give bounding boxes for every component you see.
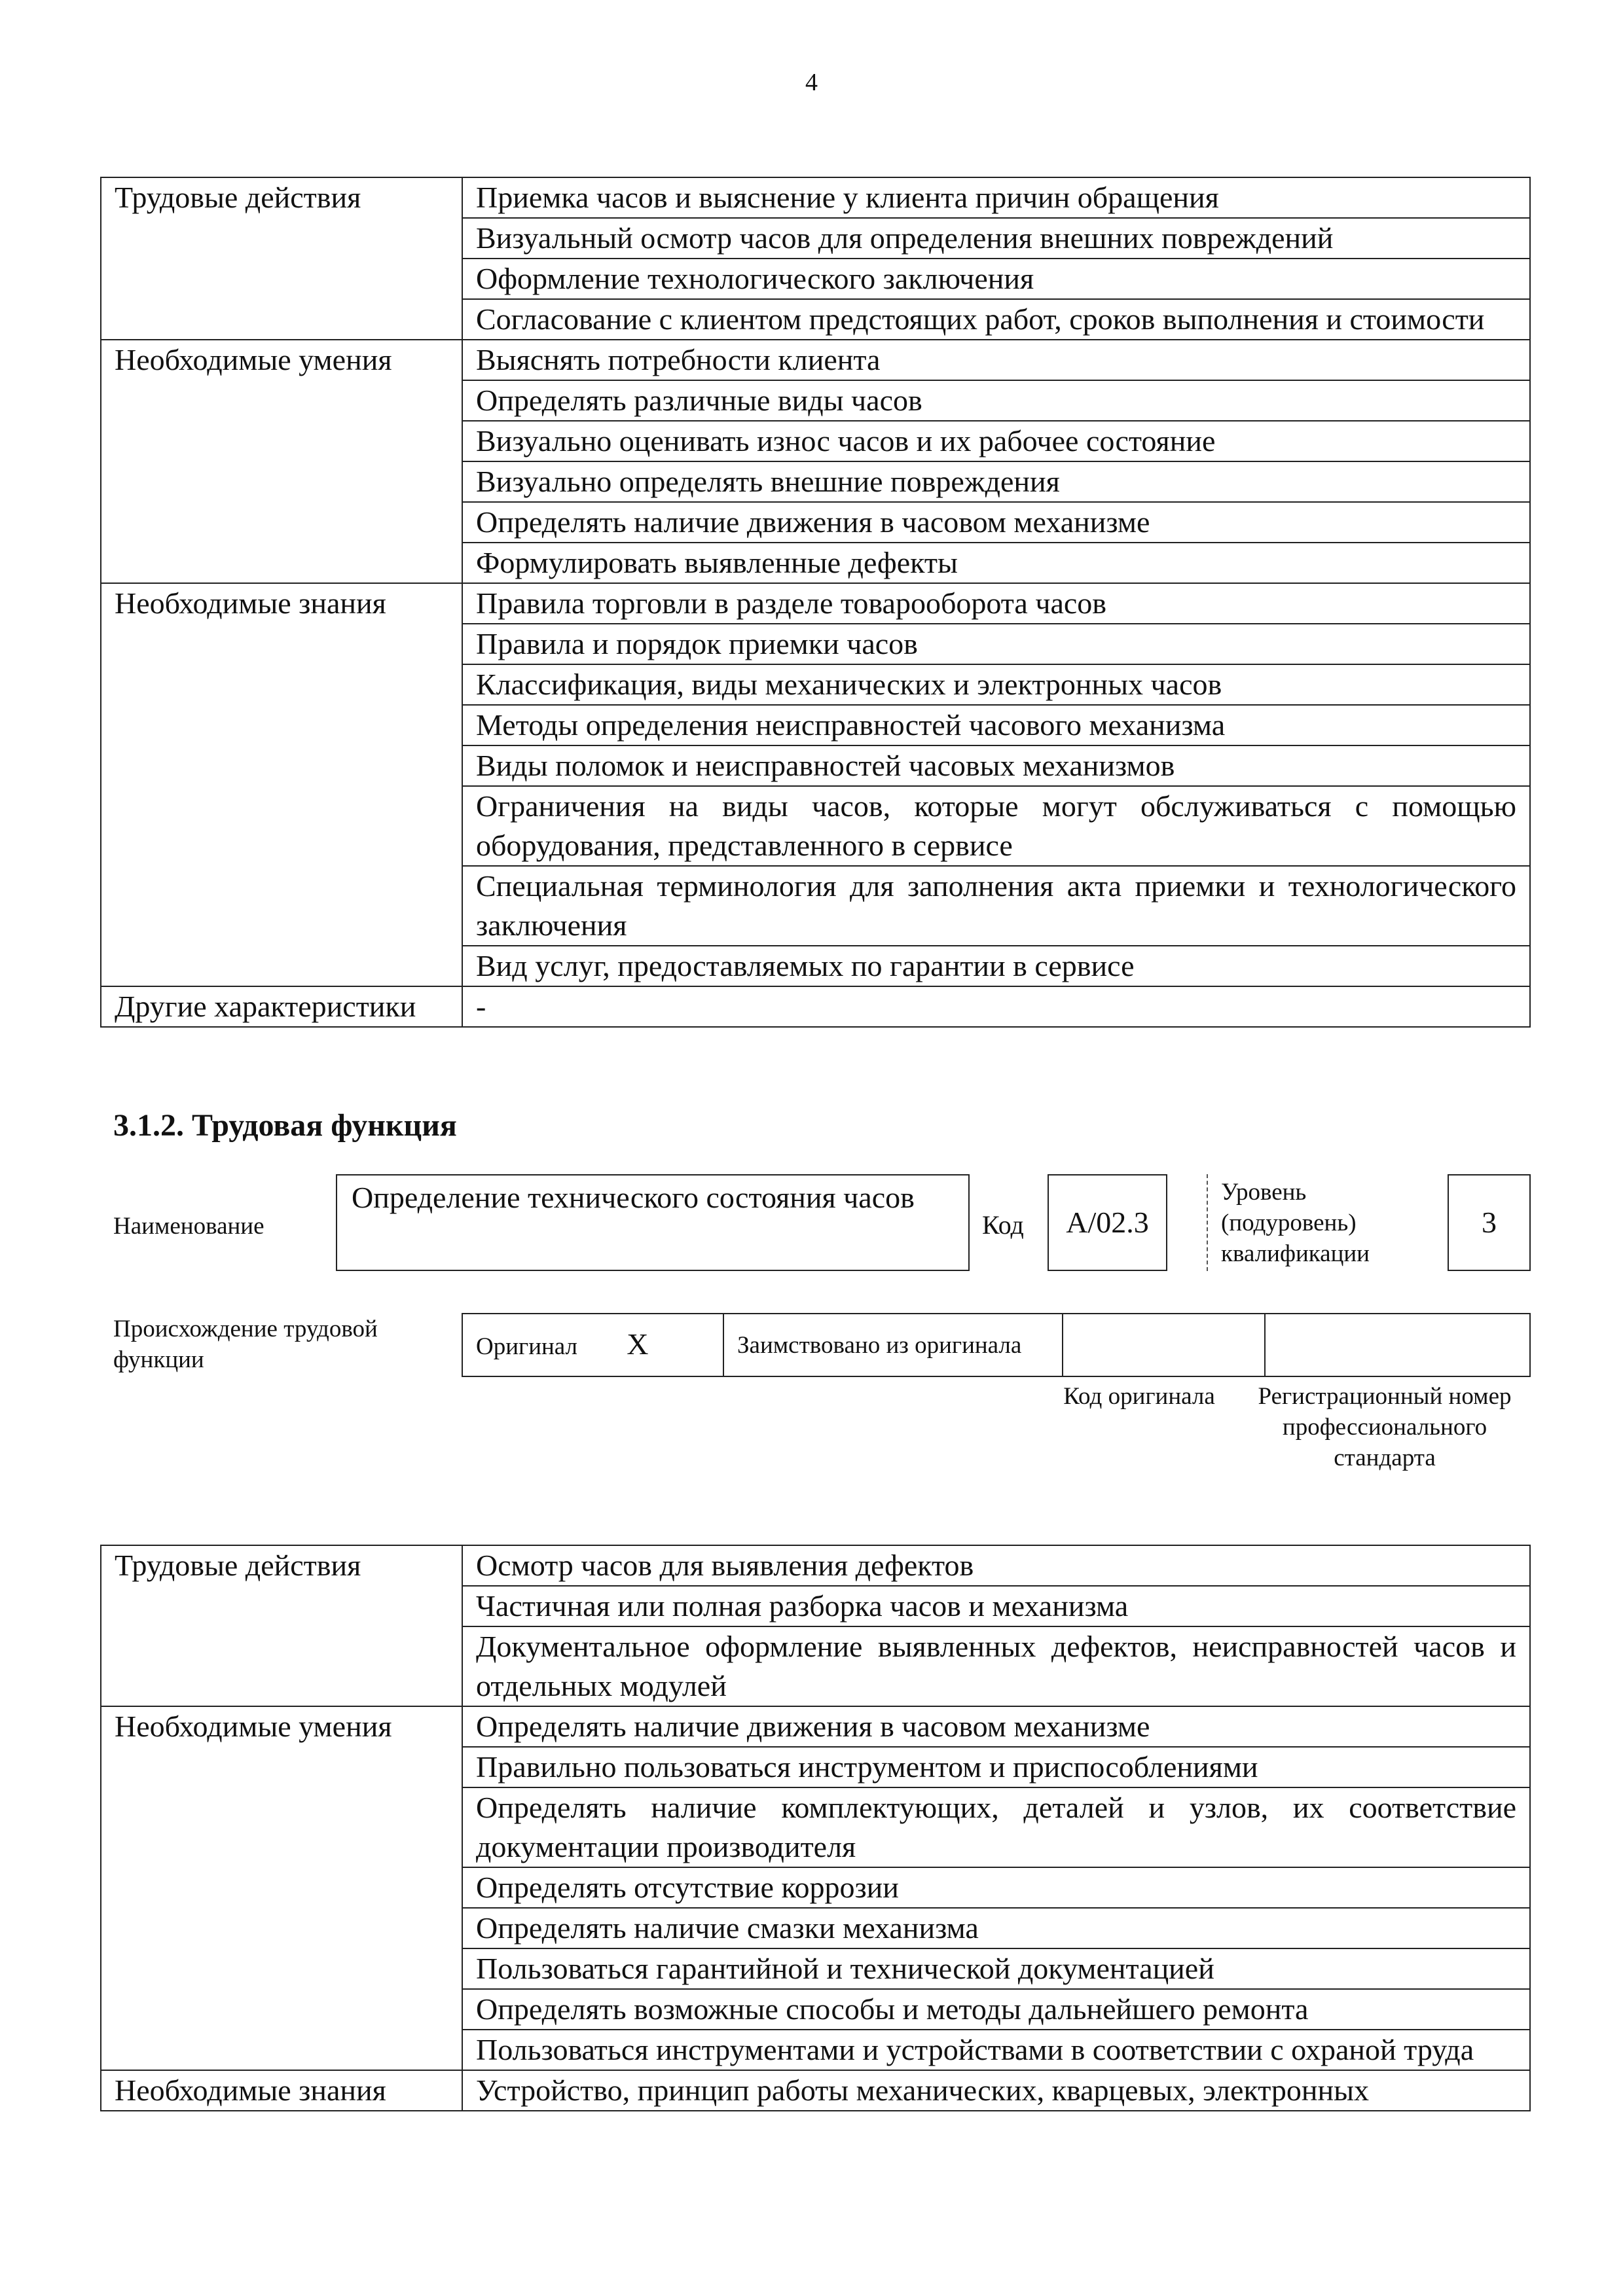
row-item: Согласование с клиентом предстоящих работ, сроков выполнения и стоимости	[462, 299, 1530, 340]
row-item: Визуальный осмотр часов для определения внешних повреждений	[462, 218, 1530, 259]
origin-table	[462, 1313, 1531, 1377]
row-item: Определять возможные способы и методы дальнейшего ремонта	[462, 1989, 1530, 2030]
labor-function-table-1	[100, 177, 1531, 1028]
level-value-box: 3	[1448, 1174, 1531, 1271]
section-heading: 3.1.2. Трудовая функция	[113, 1108, 457, 1143]
row-item: Приемка часов и выяснение у клиента причин обращения	[462, 177, 1530, 218]
row-group-label: Трудовые действия	[101, 177, 462, 340]
origin-reg-number-cell	[1265, 1314, 1530, 1376]
row-group-label: Трудовые действия	[101, 1545, 462, 1706]
labor-function-table-2	[100, 1545, 1531, 2111]
row-item: Пользоваться инструментами и устройствами в соответствии с охраной труда	[462, 2030, 1530, 2070]
row-group-label: Необходимые знания	[101, 583, 462, 986]
row-item: Классификация, виды механических и электронных часов	[462, 664, 1530, 705]
row-item: -	[462, 986, 1530, 1027]
row-item: Выяснять потребности клиента	[462, 340, 1530, 380]
page-number: 4	[805, 69, 818, 96]
row-item: Устройство, принцип работы механических, кварцевых, электронных	[462, 2070, 1530, 2111]
origin-original-cell	[462, 1314, 723, 1376]
row-item: Формулировать выявленные дефекты	[462, 543, 1530, 583]
row-item: Оформление технологического заключения	[462, 259, 1530, 299]
level-label: Уровень (подуровень) квалификации	[1221, 1179, 1370, 1267]
row-item: Ограничения на виды часов, которые могут обслуживаться с помощью оборудования, представленного в сервисе	[462, 786, 1530, 866]
code-original-caption: Код оригинала	[1063, 1383, 1215, 1410]
row-item: Определять наличие движения в часовом механизме	[462, 502, 1530, 543]
row-group-label: Другие характеристики	[101, 986, 462, 1027]
function-name-box: Определение технического состояния часов	[336, 1174, 970, 1271]
row-group-label: Необходимые умения	[101, 1706, 462, 2070]
function-code-box: А/02.3	[1048, 1174, 1167, 1271]
origin-code-cell	[1063, 1314, 1265, 1376]
row-item: Определять наличие комплектующих, деталей и узлов, их соответствие документации производителя	[462, 1787, 1530, 1867]
row-item: Виды поломок и неисправностей часовых механизмов	[462, 745, 1530, 786]
row-item: Правила и порядок приемки часов	[462, 624, 1530, 664]
table-row	[101, 177, 1530, 218]
row-item: Пользоваться гарантийной и технической документацией	[462, 1948, 1530, 1989]
table-row	[101, 2070, 1530, 2111]
origin-borrowed-cell: Заимствовано из оригинала	[723, 1314, 1063, 1376]
row-item: Определять различные виды часов	[462, 380, 1530, 421]
row-item: Визуально определять внешние повреждения	[462, 461, 1530, 502]
row-group-label: Необходимые знания	[101, 2070, 462, 2111]
row-item: Определять наличие смазки механизма	[462, 1908, 1530, 1948]
table-row	[101, 1545, 1530, 1586]
level-divider	[1207, 1174, 1208, 1271]
table-row	[101, 1706, 1530, 1747]
code-label: Код	[982, 1210, 1024, 1240]
row-item: Определять наличие движения в часовом механизме	[462, 1706, 1530, 1747]
origin-mark: X	[627, 1327, 649, 1361]
row-item: Определять отсутствие коррозии	[462, 1867, 1530, 1908]
table-row	[101, 340, 1530, 380]
table-row	[101, 583, 1530, 624]
row-item: Документальное оформление выявленных дефектов, неисправностей часов и отдельных модулей	[462, 1626, 1530, 1706]
name-label: Наименование	[113, 1213, 264, 1240]
row-item: Визуально оценивать износ часов и их рабочее состояние	[462, 421, 1530, 461]
reg-number-caption: Регистрационный номер профессионального стандарта	[1258, 1383, 1512, 1471]
row-item: Частичная или полная разборка часов и механизма	[462, 1586, 1530, 1626]
row-item: Специальная терминология для заполнения акта приемки и технологического заключения	[462, 866, 1530, 946]
row-item: Правила торговли в разделе товарооборота часов	[462, 583, 1530, 624]
origin-original-label: Оригинал	[476, 1333, 578, 1360]
row-item: Вид услуг, предоставляемых по гарантии в сервисе	[462, 946, 1530, 986]
origin-label: Происхождение трудовой функции	[113, 1316, 378, 1373]
row-item: Правильно пользоваться инструментом и приспособлениями	[462, 1747, 1530, 1787]
row-item: Осмотр часов для выявления дефектов	[462, 1545, 1530, 1586]
table-row	[101, 986, 1530, 1027]
row-item: Методы определения неисправностей часового механизма	[462, 705, 1530, 745]
row-group-label: Необходимые умения	[101, 340, 462, 583]
